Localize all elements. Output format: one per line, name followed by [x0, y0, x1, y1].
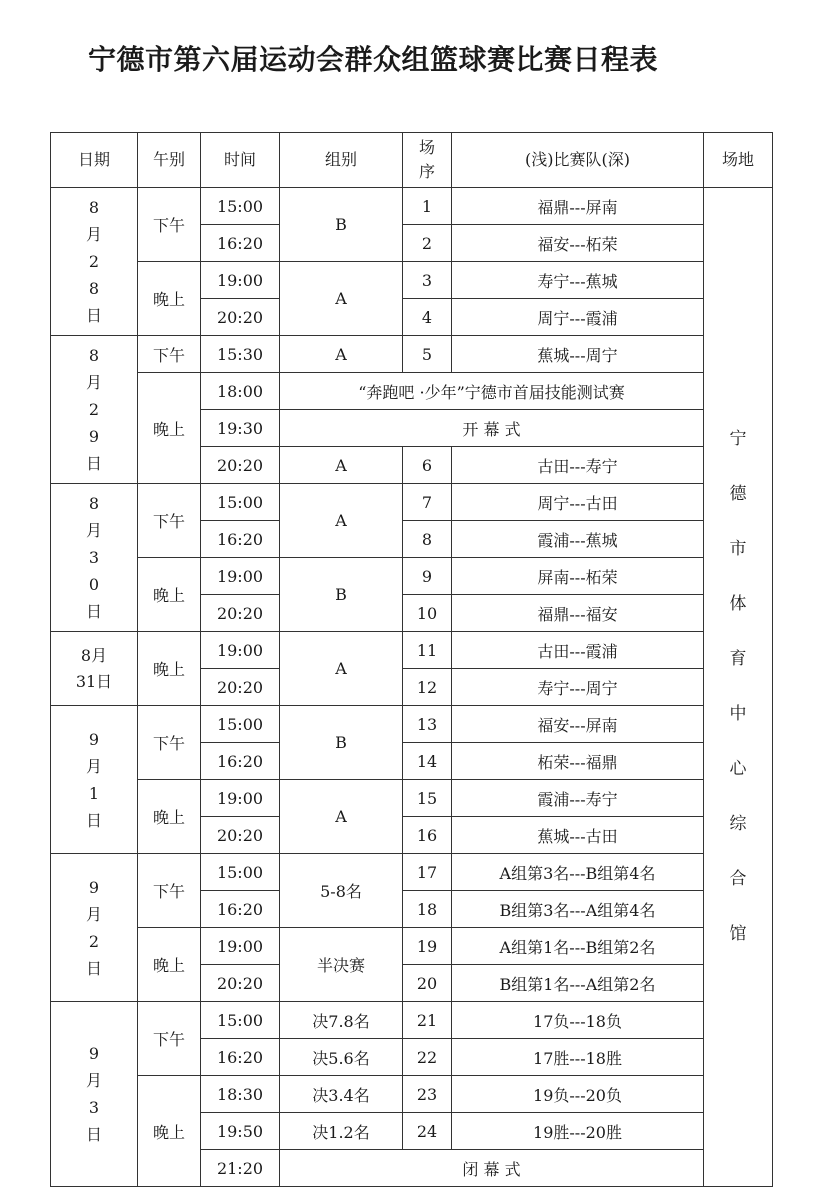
- match-order-cell: 7: [403, 484, 452, 521]
- match-teams-cell: 17负---18负: [452, 1002, 704, 1039]
- match-teams-cell: 周宁---霞浦: [452, 299, 704, 336]
- time-cell: 16:20: [201, 1039, 280, 1076]
- match-teams-cell: 17胜---18胜: [452, 1039, 704, 1076]
- match-order-cell: 8: [403, 521, 452, 558]
- header-teams: (浅)比赛队(深): [452, 133, 704, 188]
- table-row: [51, 336, 773, 373]
- date-line-month: 8月: [80, 645, 108, 665]
- match-order-cell: 1: [403, 188, 452, 225]
- match-order-cell: 23: [403, 1076, 452, 1113]
- header-venue: 场地: [704, 133, 773, 188]
- period-cell: 晚上: [138, 373, 201, 484]
- table-row: [51, 780, 773, 817]
- period-cell: 下午: [138, 854, 201, 928]
- match-teams-cell: 福安---柘荣: [452, 225, 704, 262]
- group-cell: 决5.6名: [280, 1039, 403, 1076]
- header-group: 组别: [280, 133, 403, 188]
- date-cell: [51, 1002, 138, 1187]
- table-row: [51, 558, 773, 595]
- header-order: 场序: [403, 133, 452, 188]
- match-teams-cell: 蕉城---周宁: [452, 336, 704, 373]
- date-label: 9月1日: [85, 729, 102, 830]
- time-cell: 16:20: [201, 225, 280, 262]
- date-cell: [51, 188, 138, 336]
- date-cell: [51, 854, 138, 1002]
- match-order-cell: 19: [403, 928, 452, 965]
- period-cell: 下午: [138, 484, 201, 558]
- time-cell: 20:20: [201, 595, 280, 632]
- group-cell: A: [280, 632, 403, 706]
- time-cell: 16:20: [201, 891, 280, 928]
- match-teams-cell: A组第3名---B组第4名: [452, 854, 704, 891]
- match-teams-cell: A组第1名---B组第2名: [452, 928, 704, 965]
- table-row: [51, 484, 773, 521]
- header-row: [51, 133, 773, 188]
- time-cell: 19:00: [201, 558, 280, 595]
- match-teams-cell: 周宁---古田: [452, 484, 704, 521]
- table-row: [51, 373, 773, 410]
- group-cell: 决3.4名: [280, 1076, 403, 1113]
- match-teams-cell: 古田---霞浦: [452, 632, 704, 669]
- period-cell: 晚上: [138, 558, 201, 632]
- header-date: 日期: [51, 133, 138, 188]
- time-cell: 15:00: [201, 854, 280, 891]
- time-cell: 15:00: [201, 188, 280, 225]
- time-cell: 19:00: [201, 928, 280, 965]
- period-cell: 下午: [138, 1002, 201, 1076]
- date-cell: [51, 632, 138, 706]
- period-cell: 下午: [138, 336, 201, 373]
- time-cell: 20:20: [201, 447, 280, 484]
- group-cell: 决7.8名: [280, 1002, 403, 1039]
- group-cell: A: [280, 336, 403, 373]
- match-order-cell: 17: [403, 854, 452, 891]
- time-cell: 18:00: [201, 373, 280, 410]
- time-cell: 19:00: [201, 262, 280, 299]
- match-teams-cell: 蕉城---古田: [452, 817, 704, 854]
- venue-label: 宁德市体育中心综合馆: [729, 429, 747, 944]
- period-cell: 下午: [138, 706, 201, 780]
- match-order-cell: 16: [403, 817, 452, 854]
- header-period: 午别: [138, 133, 201, 188]
- event-cell: 闭 幕 式: [280, 1150, 704, 1187]
- date-label: [76, 643, 112, 695]
- match-order-cell: 13: [403, 706, 452, 743]
- group-cell: B: [280, 706, 403, 780]
- time-cell: 20:20: [201, 817, 280, 854]
- match-order-cell: 24: [403, 1113, 452, 1150]
- match-order-cell: 2: [403, 225, 452, 262]
- time-cell: 19:50: [201, 1113, 280, 1150]
- time-cell: 19:30: [201, 410, 280, 447]
- time-cell: 19:00: [201, 780, 280, 817]
- table-row: [51, 928, 773, 965]
- match-order-cell: 3: [403, 262, 452, 299]
- time-cell: 16:20: [201, 743, 280, 780]
- time-cell: 20:20: [201, 669, 280, 706]
- date-label: 9月2日: [85, 877, 102, 978]
- date-label: 8月30日: [85, 494, 102, 621]
- match-order-cell: 11: [403, 632, 452, 669]
- match-teams-cell: 福鼎---福安: [452, 595, 704, 632]
- match-teams-cell: 寿宁---蕉城: [452, 262, 704, 299]
- match-teams-cell: 福安---屏南: [452, 706, 704, 743]
- match-teams-cell: 霞浦---寿宁: [452, 780, 704, 817]
- group-cell: B: [280, 188, 403, 262]
- match-order-cell: 12: [403, 669, 452, 706]
- page-title: 宁德市第六届运动会群众组篮球赛比赛日程表: [88, 43, 659, 76]
- header-time: 时间: [201, 133, 280, 188]
- time-cell: 15:00: [201, 484, 280, 521]
- time-cell: 15:00: [201, 706, 280, 743]
- table-row: [51, 854, 773, 891]
- group-cell: A: [280, 484, 403, 558]
- match-teams-cell: 霞浦---蕉城: [452, 521, 704, 558]
- date-line-day: 31日: [75, 671, 113, 691]
- match-order-cell: 15: [403, 780, 452, 817]
- table-row: [51, 706, 773, 743]
- group-cell: A: [280, 780, 403, 854]
- match-order-cell: 21: [403, 1002, 452, 1039]
- date-label: 9月3日: [85, 1044, 102, 1144]
- match-teams-cell: 屏南---柘荣: [452, 558, 704, 595]
- schedule-table: [50, 132, 773, 1187]
- group-cell: 决1.2名: [280, 1113, 403, 1150]
- event-cell: “奔跑吧 ·少年”宁德市首届技能测试赛: [280, 373, 704, 410]
- time-cell: 15:00: [201, 1002, 280, 1039]
- period-cell: 晚上: [138, 632, 201, 706]
- match-order-cell: 6: [403, 447, 452, 484]
- match-order-cell: 10: [403, 595, 452, 632]
- time-cell: 18:30: [201, 1076, 280, 1113]
- date-cell: [51, 336, 138, 484]
- match-order-cell: 9: [403, 558, 452, 595]
- group-cell: 半决赛: [280, 928, 403, 1002]
- venue-cell: [704, 188, 773, 1187]
- table-row: [51, 1076, 773, 1113]
- period-cell: 晚上: [138, 1076, 201, 1187]
- match-teams-cell: 19负---20负: [452, 1076, 704, 1113]
- date-cell: [51, 706, 138, 854]
- match-teams-cell: 古田---寿宁: [452, 447, 704, 484]
- time-cell: 16:20: [201, 521, 280, 558]
- group-cell: A: [280, 447, 403, 484]
- time-cell: 20:20: [201, 299, 280, 336]
- time-cell: 21:20: [201, 1150, 280, 1187]
- table-row: [51, 188, 773, 225]
- match-order-cell: 18: [403, 891, 452, 928]
- table-row: [51, 632, 773, 669]
- time-cell: 19:00: [201, 632, 280, 669]
- time-cell: 20:20: [201, 965, 280, 1002]
- group-cell: B: [280, 558, 403, 632]
- match-order-cell: 22: [403, 1039, 452, 1076]
- match-order-cell: 4: [403, 299, 452, 336]
- event-cell: 开 幕 式: [280, 410, 704, 447]
- date-label: 8月29日: [85, 346, 102, 473]
- match-teams-cell: 柘荣---福鼎: [452, 743, 704, 780]
- match-teams-cell: 寿宁---周宁: [452, 669, 704, 706]
- group-cell: A: [280, 262, 403, 336]
- match-order-cell: 5: [403, 336, 452, 373]
- date-label: 8月28日: [85, 198, 102, 325]
- date-cell: [51, 484, 138, 632]
- match-teams-cell: B组第1名---A组第2名: [452, 965, 704, 1002]
- period-cell: 晚上: [138, 928, 201, 1002]
- schedule-body: [51, 188, 773, 1187]
- match-teams-cell: 福鼎---屏南: [452, 188, 704, 225]
- table-row: [51, 262, 773, 299]
- period-cell: 晚上: [138, 780, 201, 854]
- period-cell: 下午: [138, 188, 201, 262]
- match-teams-cell: 19胜---20胜: [452, 1113, 704, 1150]
- table-row: [51, 1002, 773, 1039]
- time-cell: 15:30: [201, 336, 280, 373]
- match-order-cell: 14: [403, 743, 452, 780]
- period-cell: 晚上: [138, 262, 201, 336]
- match-teams-cell: B组第3名---A组第4名: [452, 891, 704, 928]
- match-order-cell: 20: [403, 965, 452, 1002]
- group-cell: 5-8名: [280, 854, 403, 928]
